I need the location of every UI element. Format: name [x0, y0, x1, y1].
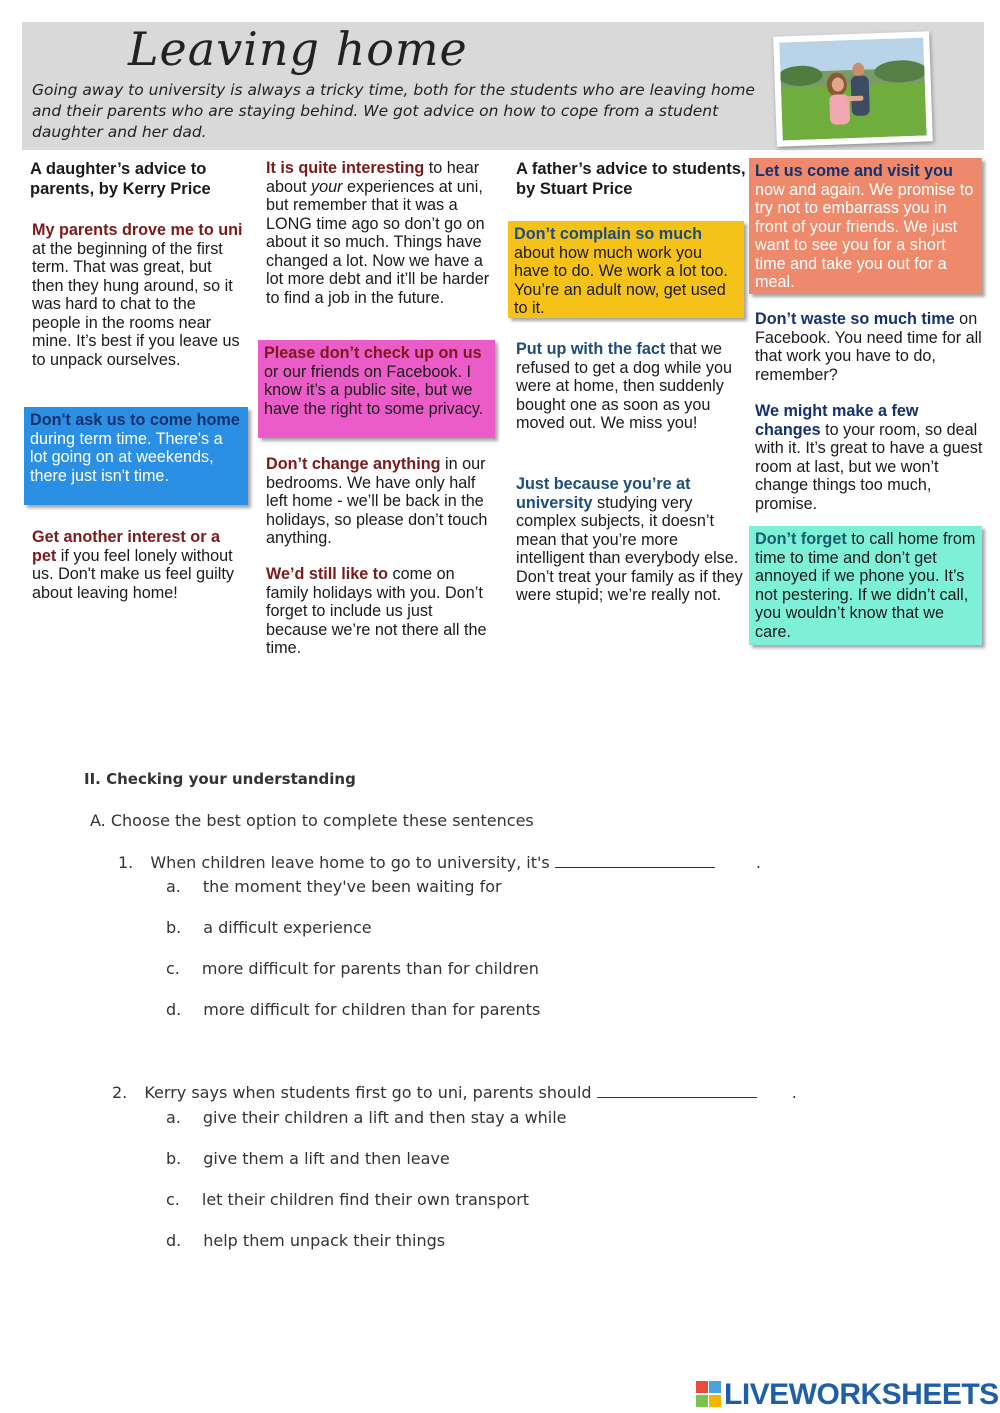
col4-box1-text: now and again. We promise to try not to embarrass you in front of your friends. We just want to see you for a short time and take you out for a meal. — [755, 180, 974, 291]
col3-paragraph-3 — [516, 475, 746, 605]
col3-p2-text: that we refused to get a dog while you were at home, then suddenly bought one as soon as you moved out. We miss you! — [516, 340, 732, 432]
part-instructions: A. Choose the best option to complete these sentences — [90, 811, 534, 830]
option-text: a difficult experience — [203, 918, 372, 937]
col4-box2-text: to call home from time to time and don’t get annoyed if we phone you. It’s not pestering. If we didn’t call, you wouldn’t know that we care. — [755, 530, 976, 641]
father-daughter-photo — [773, 31, 933, 146]
col1-p3-text: if you feel lonely without us. Don't make us feel guilty about leaving home! — [32, 546, 234, 602]
col4-paragraph-2 — [755, 310, 983, 384]
option-text: give them a lift and then leave — [203, 1149, 450, 1168]
col2-paragraph-3 — [266, 455, 496, 548]
photo-illustration — [779, 38, 926, 141]
col4-p3-bold: We might make a few changes — [755, 402, 919, 439]
option-letter: d. — [166, 1000, 182, 1019]
col2-box-bold: Please don’t check up on us — [264, 344, 482, 362]
liveworksheets-logo-text: LIVEWORKSHEETS — [724, 1378, 999, 1411]
question-2-period: . — [791, 1083, 797, 1102]
col1-paragraph-1 — [32, 221, 247, 369]
option-text: more difficult for parents than for children — [201, 959, 539, 978]
q2-option-a[interactable] — [166, 1108, 567, 1127]
col4-salmon-box — [749, 158, 982, 294]
col3-p3-text: studying very complex subjects, it doesn’t mean that you’re more intelligent than everybody else. Don’t treat your family as if they were stupid; we’re really not. — [516, 493, 743, 604]
col1-p1-text: at the beginning of the first term. That was great, but then they hung around, so it was hard to chat to the people in the rooms near mine. It’s best if you leave us to unpack ourselves. — [32, 239, 240, 369]
intro-text: Going away to university is always a tricky time, both for the students who are leaving home and their parents who are staying behind. We got advice on how to cope from a student daughter and her dad. — [32, 81, 755, 141]
question-2 — [112, 1083, 797, 1102]
col2-p3-bold: Don’t change anything — [266, 455, 441, 473]
section-heading: II. Checking your understanding — [84, 770, 356, 788]
page-title: Leaving home — [128, 22, 468, 76]
question-2-text: Kerry says when students first go to uni, parents should — [144, 1083, 592, 1102]
col1-blue-box — [24, 407, 248, 505]
q2-option-c[interactable] — [166, 1190, 529, 1209]
col2-p1-text-b: experiences at uni, but remember that it was a LONG time ago so don’t go on about it so much. Things have changed a lot. Now we have a lot more debt and it’ll be harder to find a job in the future. — [266, 177, 490, 307]
q1-option-b[interactable] — [166, 918, 372, 937]
question-1-number: 1. — [118, 853, 134, 872]
col2-paragraph-4 — [266, 565, 496, 658]
col2-pink-box — [258, 340, 495, 438]
question-2-number: 2. — [112, 1083, 128, 1102]
col1-box-text: during term time. There's a lot going on at weekends, there just isn't time. — [30, 429, 223, 485]
option-letter: c. — [166, 1190, 180, 1209]
col2-p3-text: in our bedrooms. We have only half left home - we’ll be back in the holidays, so please don’t touch anything. — [266, 455, 488, 547]
option-text: help them unpack their things — [203, 1231, 446, 1250]
option-letter: a. — [166, 1108, 181, 1127]
col1-paragraph-3 — [32, 528, 247, 602]
q2-option-d[interactable] — [166, 1231, 445, 1250]
option-text: give their children a lift and then stay a while — [202, 1108, 567, 1127]
col3-yellow-box — [508, 221, 744, 318]
col2-paragraph-1 — [266, 159, 496, 307]
father-heading: A father’s advice to students, by Stuart Price — [516, 160, 746, 198]
col1-box-bold: Don't ask us to come home — [30, 411, 240, 429]
col2-p1-emphasis: your — [311, 177, 343, 196]
option-text: more difficult for children than for parents — [203, 1000, 541, 1019]
q2-option-b[interactable] — [166, 1149, 450, 1168]
col2-p4-bold: We’d still like to — [266, 565, 389, 583]
col4-box1-bold: Let us come and visit you — [755, 162, 953, 180]
option-letter: b. — [166, 1149, 182, 1168]
col1-p1-bold: My parents drove me to uni — [32, 221, 243, 239]
q1-option-c[interactable] — [166, 959, 539, 978]
col3-box-text: about how much work you have to do. We work a lot too. You’re an adult now, get used to it. — [514, 243, 728, 317]
col1-p3-bold: Get another interest or a pet — [32, 528, 220, 565]
q1-option-d[interactable] — [166, 1000, 540, 1019]
q1-option-a[interactable] — [166, 877, 502, 896]
option-text: the moment they've been waiting for — [202, 877, 502, 896]
col4-box2-bold: Don’t forget — [755, 530, 847, 548]
option-letter: a. — [166, 877, 181, 896]
daughter-heading: A daughter’s advice to parents, by Kerry Price — [30, 160, 211, 198]
question-1-period: . — [755, 853, 761, 872]
col3-p2-bold: Put up with the fact — [516, 340, 666, 358]
col4-paragraph-3 — [755, 402, 983, 513]
col2-p4-text: come on family holidays with you. Don’t forget to include us just because we’re not there all the time. — [266, 565, 487, 657]
col2-box-text: or our friends on Facebook. I know it’s a public site, but we have the right to some privacy. — [264, 362, 484, 418]
option-letter: c. — [166, 959, 180, 978]
question-2-blank[interactable] — [597, 1083, 757, 1098]
question-1-blank[interactable] — [555, 853, 715, 868]
col3-paragraph-2 — [516, 340, 746, 433]
col2-p1-text-a: to hear about — [266, 159, 480, 196]
liveworksheets-logo-icon — [696, 1381, 722, 1409]
liveworksheets-logo[interactable] — [696, 1378, 999, 1412]
col4-cyan-box — [749, 526, 982, 645]
option-letter: d. — [166, 1231, 182, 1250]
col2-p1-bold: It is quite interesting — [266, 159, 425, 177]
option-text: let their children find their own transport — [201, 1190, 530, 1209]
col3-p3-bold: Just because you’re at university — [516, 475, 691, 512]
option-letter: b. — [166, 918, 182, 937]
question-1-text: When children leave home to go to university, it's — [150, 853, 550, 872]
col4-p2-text: on Facebook. You need time for all that work you have to do, remember? — [755, 310, 982, 384]
col3-box-bold: Don’t complain so much — [514, 225, 702, 243]
col4-p3-text: to your room, so deal with it. It’s great to have a guest room at last, but we won’t change things too much, promise. — [755, 420, 983, 513]
col4-p2-bold: Don’t waste so much time — [755, 310, 955, 328]
question-1 — [118, 853, 761, 872]
